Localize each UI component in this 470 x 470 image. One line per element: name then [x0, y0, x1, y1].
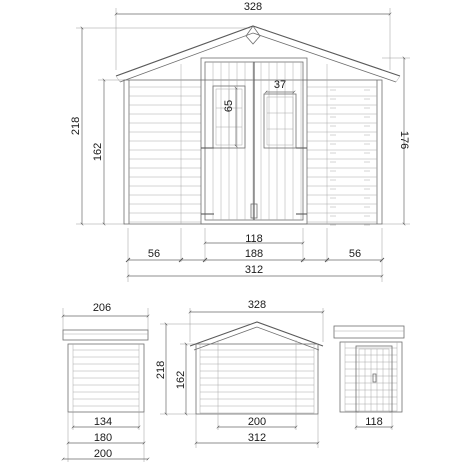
label-door-outer-width: 188 — [244, 248, 264, 260]
dim-rear-top-width — [190, 299, 323, 342]
label-side-inner-width: 134 — [93, 416, 113, 428]
side-view-left — [63, 302, 148, 462]
front-view — [70, 1, 410, 282]
dim-rear-heights — [155, 324, 250, 414]
label-side-middle-width: 180 — [93, 432, 113, 444]
dim-window-width — [266, 79, 294, 92]
side-view-right — [334, 326, 404, 430]
dim-window-height — [223, 88, 236, 146]
front-double-door — [201, 58, 307, 224]
label-height-wall-left: 162 — [92, 142, 104, 162]
dim-height-right — [382, 58, 410, 224]
dim-heights-left — [70, 28, 250, 224]
label-height-wall-right: 176 — [398, 130, 410, 150]
side-door-handle — [373, 374, 376, 382]
label-window-width: 37 — [273, 79, 287, 91]
label-door-inner-width: 118 — [245, 233, 263, 245]
dim-rear-chain — [196, 414, 318, 448]
label-height-total: 218 — [70, 116, 82, 136]
label-side-right: 56 — [348, 248, 362, 260]
dim-side-top-width — [63, 302, 148, 330]
label-side-base-width: 200 — [93, 448, 113, 460]
label-base-width: 312 — [244, 264, 264, 276]
side-door-boards — [365, 349, 383, 412]
front-roof — [116, 26, 400, 82]
side-door — [356, 346, 392, 412]
dim-side-chain — [63, 412, 148, 462]
front-window-left — [213, 86, 245, 148]
rear-view — [155, 299, 323, 448]
label-rear-height-wall: 162 — [175, 370, 187, 390]
label-rear-base-width: 312 — [247, 432, 267, 444]
label-overall-width: 328 — [243, 1, 263, 13]
label-side-door-width: 118 — [365, 416, 383, 428]
front-wall-corner-notches — [330, 90, 370, 225]
label-rear-inner-width: 200 — [247, 416, 267, 428]
dim-side-door-width — [356, 412, 392, 430]
label-window-height: 65 — [223, 99, 235, 113]
dim-overall-width — [116, 1, 390, 70]
dim-bottom-chain — [126, 228, 384, 282]
rear-wall-planks — [200, 350, 314, 413]
label-rear-top-width: 328 — [247, 299, 267, 311]
label-rear-height-total: 218 — [155, 360, 167, 380]
label-side-top-width: 206 — [92, 302, 112, 314]
label-side-left: 56 — [147, 248, 161, 260]
side-left-planks — [73, 350, 139, 406]
